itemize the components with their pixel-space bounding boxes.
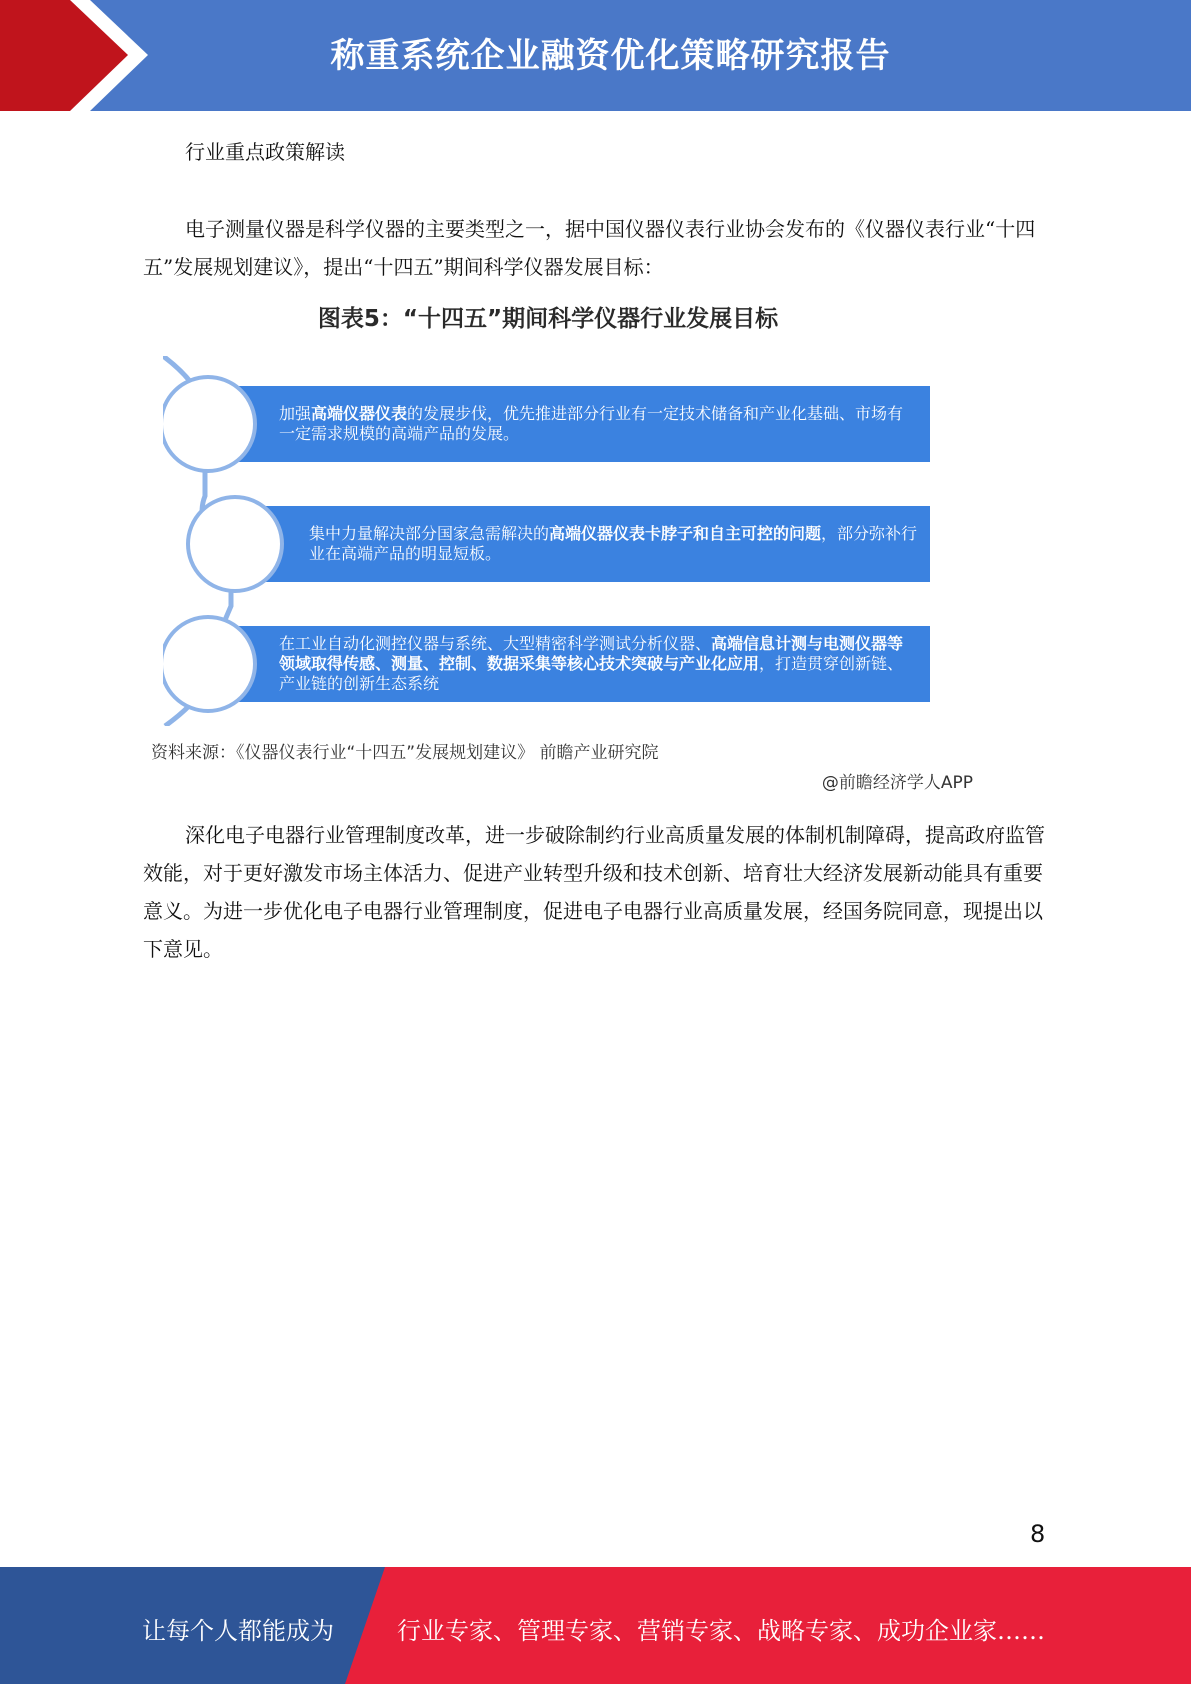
footer-slogan-right: 行业专家、管理专家、营销专家、战略专家、成功企业家……	[397, 1617, 1045, 1645]
report-title: 称重系统企业融资优化策略研究报告	[330, 36, 891, 76]
figure-credit: @前瞻经济学人APP	[821, 773, 973, 793]
page-number: 8	[1030, 1520, 1046, 1548]
goal-circle-1	[163, 377, 255, 471]
section-heading: 行业重点政策解读	[185, 140, 345, 164]
figure-development-goals	[143, 296, 973, 793]
goal-text-1: 加强高端仪器仪表的发展步伐，优先推进部分行业有一定技术储备和产业化基础、市场有一定需求规模的高端产品的发展。	[279, 404, 904, 443]
footer-slogan-left: 让每个人都能成为	[142, 1617, 334, 1645]
page-footer	[0, 1567, 1191, 1684]
intro-paragraph: 电子测量仪器是科学仪器的主要类型之一，据中国仪器仪表行业协会发布的《仪器仪表行业“十四五”发展规划建议》，提出“十四五”期间科学仪器发展目标：	[143, 217, 1036, 279]
body-paragraph: 深化电子电器行业管理制度改革，进一步破除制约行业高质量发展的体制机制障碍，提高政府监管效能，对于更好激发市场主体活力、促进产业转型升级和技术创新、培育壮大经济发展新动能具有重要意义。为进一步优化电子电器行业管理制度，促进电子电器行业高质量发展，经国务院同意，现提出以下意见。	[143, 823, 1045, 961]
figure-source: 资料来源：《仪器仪表行业“十四五”发展规划建议》 前瞻产业研究院	[151, 743, 659, 763]
goal-circle-3	[163, 617, 255, 711]
goal-text-2: 集中力量解决部分国家急需解决的高端仪器仪表卡脖子和自主可控的问题，部分弥补行业在高端产品的明显短板。	[309, 524, 918, 563]
goal-circle-2	[188, 497, 282, 591]
figure-title: 图表5：“十四五”期间科学仪器行业发展目标	[317, 306, 779, 332]
page-header	[0, 0, 1191, 111]
goal-text-3: 在工业自动化测控仪器与系统、大型精密科学测试分析仪器、高端信息计测与电测仪器等领域取得传感、测量、控制、数据采集等核心技术突破与产业化应用，打造贯穿创新链、产业链的创新生态系统	[279, 634, 904, 693]
